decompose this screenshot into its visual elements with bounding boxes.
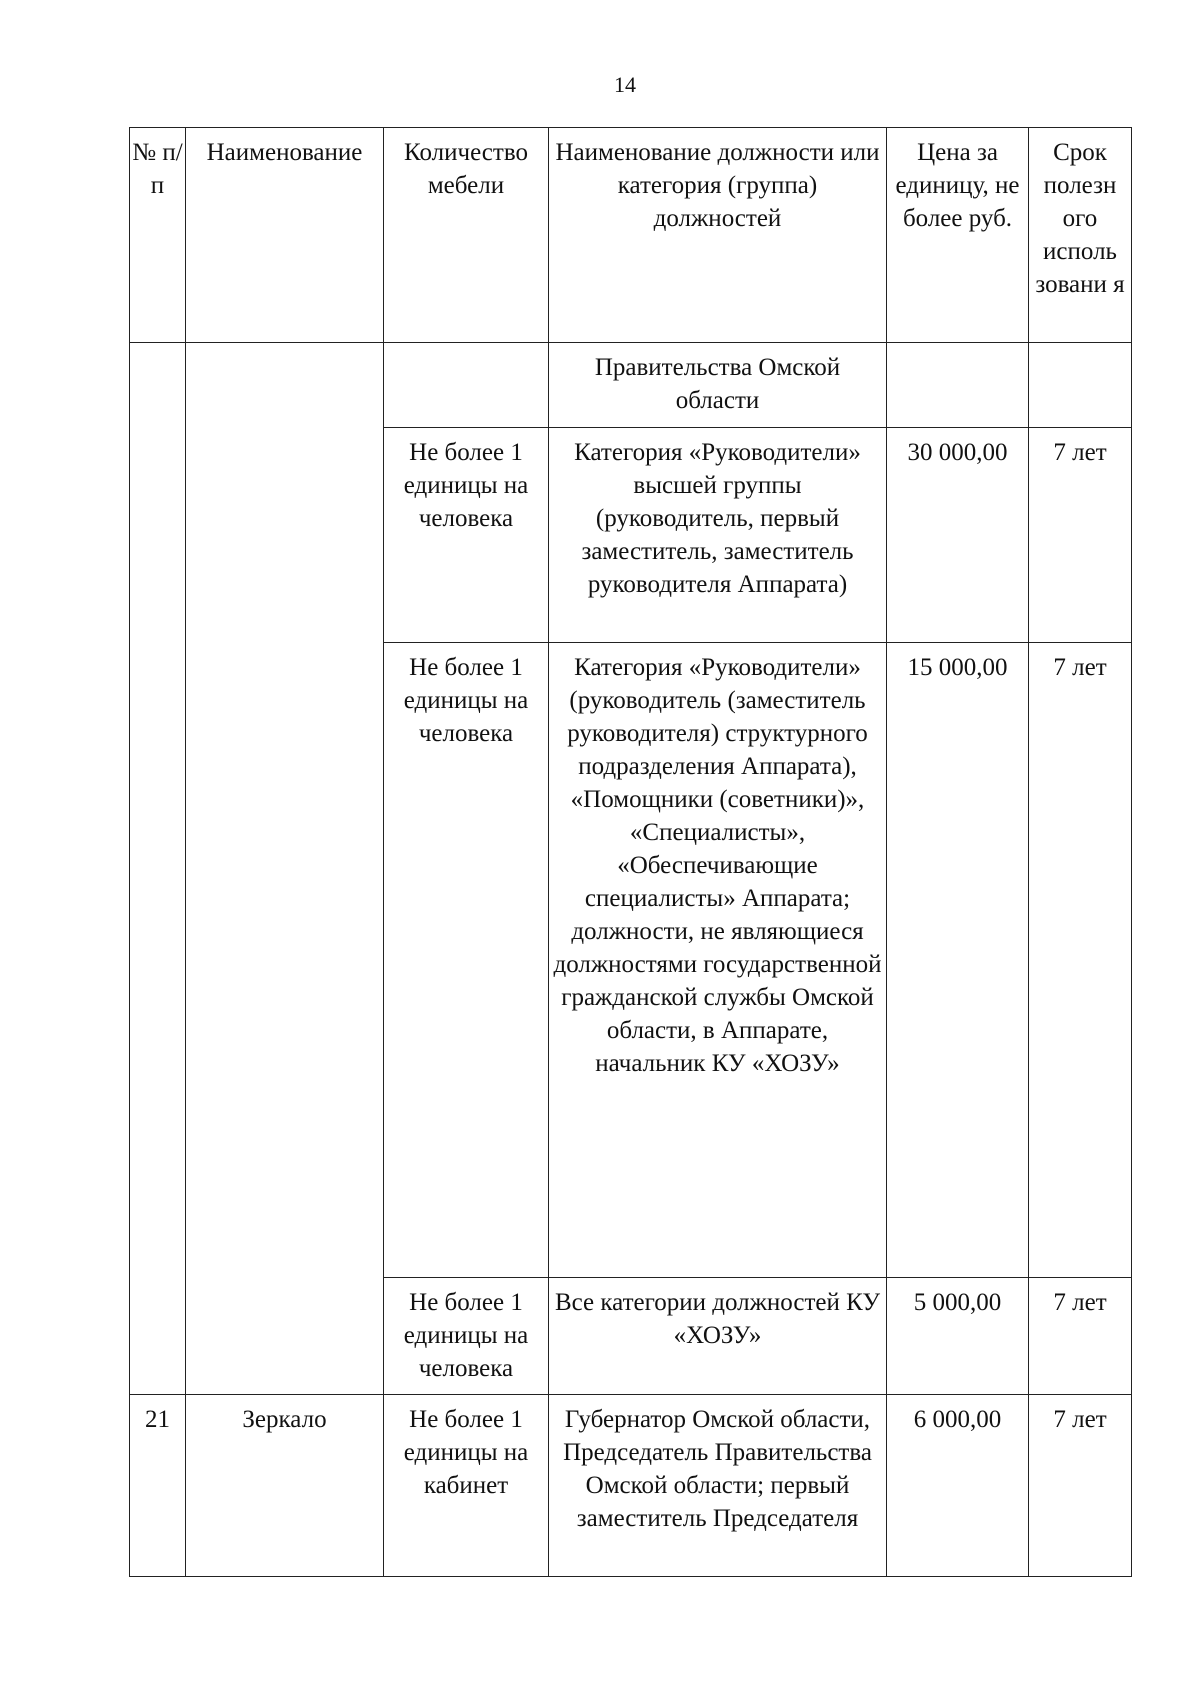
cell-term: 7 лет	[1029, 643, 1132, 1278]
table-row	[130, 428, 1132, 643]
cell-name	[186, 343, 384, 428]
cell-quantity	[384, 343, 549, 428]
cell-price: 6 000,00	[887, 1395, 1029, 1577]
cell-price: 15 000,00	[887, 643, 1029, 1278]
furniture-norms-table	[129, 127, 1132, 1577]
table-row	[130, 643, 1132, 1278]
page-number: 14	[614, 72, 636, 97]
table-row	[130, 1395, 1132, 1577]
cell-num	[130, 428, 186, 643]
cell-num	[130, 343, 186, 428]
header-name: Наименование	[186, 128, 384, 343]
table-header-row	[130, 128, 1132, 343]
cell-position: Категория «Руководители» высшей группы (руководитель, первый заместитель, заместитель руководителя Аппарата)	[549, 428, 887, 643]
header-position: Наименование должности или категория (группа) должностей	[549, 128, 887, 343]
cell-price	[887, 343, 1029, 428]
header-price: Цена за единицу, не более руб.	[887, 128, 1029, 343]
cell-term: 7 лет	[1029, 428, 1132, 643]
cell-position: Категория «Руководители» (руководитель (заместитель руководителя) структурного подразделения Аппарата), «Помощники (советники)», «Специалисты», «Обеспечивающие специалисты» Аппарата; должности, не являющиеся должностями государственной гражданской службы Омской области, в Аппарате, начальник КУ «ХОЗУ»	[549, 643, 887, 1278]
header-num: № п/п	[130, 128, 186, 343]
cell-quantity: Не более 1 единицы на человека	[384, 643, 549, 1278]
header-quantity: Количество мебели	[384, 128, 549, 343]
cell-price: 5 000,00	[887, 1278, 1029, 1395]
cell-name	[186, 1278, 384, 1395]
table-row	[130, 343, 1132, 428]
header-term: Срок полезн ого исполь зовани я	[1029, 128, 1132, 343]
cell-num: 21	[130, 1395, 186, 1577]
cell-price: 30 000,00	[887, 428, 1029, 643]
cell-num	[130, 643, 186, 1278]
table-row	[130, 1278, 1132, 1395]
cell-position: Правительства Омской области	[549, 343, 887, 428]
cell-position: Губернатор Омской области, Председатель Правительства Омской области; первый заместитель Председателя	[549, 1395, 887, 1577]
cell-position: Все категории должностей КУ «ХОЗУ»	[549, 1278, 887, 1395]
cell-name	[186, 643, 384, 1278]
cell-term	[1029, 343, 1132, 428]
cell-name: Зеркало	[186, 1395, 384, 1577]
cell-name	[186, 428, 384, 643]
cell-quantity: Не более 1 единицы на человека	[384, 1278, 549, 1395]
cell-term: 7 лет	[1029, 1278, 1132, 1395]
cell-num	[130, 1278, 186, 1395]
cell-quantity: Не более 1 единицы на кабинет	[384, 1395, 549, 1577]
cell-term: 7 лет	[1029, 1395, 1132, 1577]
cell-quantity: Не более 1 единицы на человека	[384, 428, 549, 643]
